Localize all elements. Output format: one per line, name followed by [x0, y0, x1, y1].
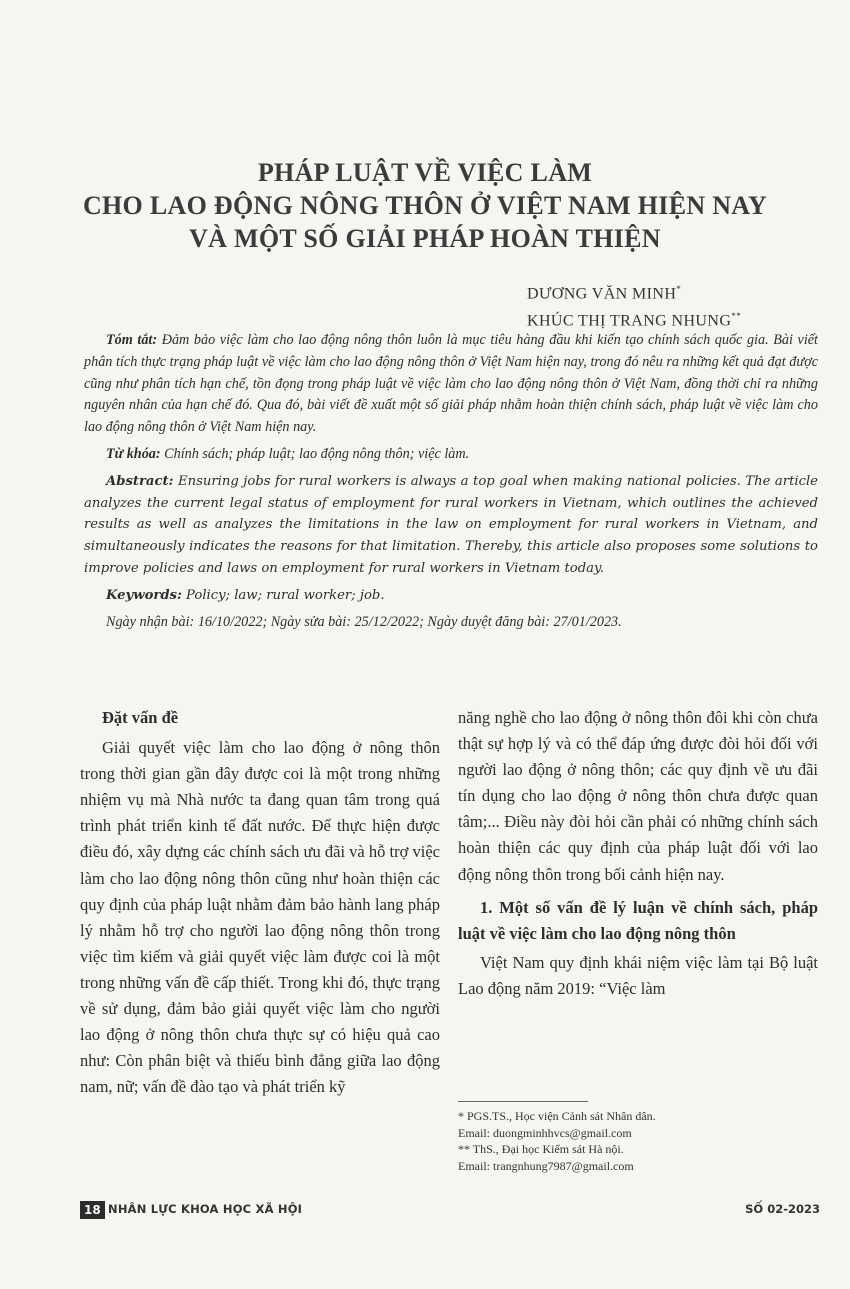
section-1-paragraph: Việt Nam quy định khái niệm việc làm tại Bộ luật Lao động năm 2019: “Việc làm — [458, 952, 818, 998]
journal-name: NHÂN LỰC KHOA HỌC XÃ HỘI — [108, 1202, 303, 1216]
en-abstract — [84, 471, 818, 580]
footnote-line: Email: duongminhhvcs@gmail.com — [458, 1125, 632, 1140]
page-number: 18 — [80, 1201, 105, 1219]
article-dates: Ngày nhận bài: 16/10/2022; Ngày sửa bài: 25/12/2022; Ngày duyệt đăng bài: 27/01/2023. — [106, 613, 622, 630]
author-name: DƯƠNG VĂN MINH — [527, 285, 677, 303]
vi-abstract-text: Đảm bảo việc làm cho lao động nông thôn luôn là mục tiêu hàng đầu khi kiến tạo chính sách quốc gia. Bài viết phân tích thực trạng pháp luật về việc làm cho lao động nông thôn ở Việt Nam hiện nay, trong đó nêu ra những kết quả đạt được cũng như phân tích hạn chế, tồn đọng trong pháp luật về việc làm cho lao động nông thôn ở Việt Nam, đồng thời chỉ ra những nguyên nhân của hạn chế đó. Qua đó, bài viết đề xuất một số giải pháp nhằm hoàn thiện chính sách, pháp luật về việc làm cho lao động nông thôn ở Việt Nam hiện nay. — [84, 332, 818, 436]
body-column-left — [80, 705, 440, 1100]
footnote-line: ** ThS., Đại học Kiểm sát Hà nội. — [458, 1142, 624, 1156]
en-keywords — [84, 585, 818, 607]
title-line: PHÁP LUẬT VỀ VIỆC LÀM — [257, 158, 593, 187]
footnotes — [458, 1108, 818, 1174]
article-title — [60, 156, 790, 255]
footnote-line: Email: trangnhung7987@gmail.com — [458, 1158, 634, 1173]
title-line: VÀ MỘT SỐ GIẢI PHÁP HOÀN THIỆN — [189, 224, 661, 253]
author-2 — [527, 305, 741, 332]
author-mark: ** — [731, 311, 742, 322]
intro-heading: Đặt vấn đề — [102, 708, 179, 727]
title-line: CHO LAO ĐỘNG NÔNG THÔN Ở VIỆT NAM HIỆN NAY — [82, 191, 768, 220]
body-column-right — [458, 705, 818, 1002]
page-footer — [80, 1198, 820, 1224]
vi-keywords-label: Từ khóa: — [106, 445, 161, 462]
vi-keywords-text: Chính sách; pháp luật; lao động nông thôn; việc làm. — [160, 445, 470, 462]
intro-paragraph: Giải quyết việc làm cho lao động ở nông thôn trong thời gian gần đây được coi là một trong những nhiệm vụ mà Nhà nước ta đang quan tâm trong quá trình phát triển kinh tế đất nước. Để thực hiện được điều đó, xây dựng các chính sách ưu đãi và hỗ trợ việc làm cho lao động nông thôn cũng như hoàn thiện các quy định của pháp luật nhằm đảm bảo hành lang pháp lý nhằm hỗ trợ cho người lao động nông thôn trong việc tìm kiếm và giải quyết việc làm được coi là một trong những vấn đề cấp thiết. Trong khi đó, thực trạng về sử dụng, đảm bảo giải quyết việc làm cho người lao động ở nông thôn chưa thực sự có hiệu quả cao như: Còn phân biệt và thiếu bình đẳng giữa lao động nam, nữ; vấn đề đào tạo và phát triển kỹ — [80, 738, 440, 1097]
vi-keywords — [84, 444, 818, 466]
issue-number: SỐ 02-2023 — [745, 1202, 820, 1216]
author-mark: * — [676, 284, 682, 294]
author-1 — [527, 278, 741, 305]
author-name: KHÚC THỊ TRANG NHUNG — [527, 312, 732, 330]
section-1-heading: 1. Một số vấn đề lý luận về chính sách, pháp luật về việc làm cho lao động nông thôn — [458, 897, 818, 943]
vi-abstract-label: Tóm tắt: — [106, 332, 158, 348]
en-keywords-text: Policy; law; rural worker; job. — [181, 587, 385, 603]
vi-abstract — [84, 330, 818, 439]
footnote-line: * PGS.TS., Học viện Cảnh sát Nhân dân. — [458, 1109, 656, 1123]
en-abstract-text: Ensuring jobs for rural workers is always a top goal when making national policies. The article analyzes the current legal status of employment for rural workers in Vietnam, which outlines the achieved results as well as analyzes the limitations in the law on employment for rural workers in Vietnam, and simultaneously indicates the reasons for that limitation. Thereby, this article also proposes some solutions to improve policies and laws on employment for rural workers in Vietnam today. — [84, 473, 818, 576]
intro-paragraph-continued: năng nghề cho lao động ở nông thôn đôi khi còn chưa thật sự hợp lý và có thể đáp ứng được đòi hỏi đối với người lao động ở nông thôn; các quy định về ưu đãi tín dụng cho lao động ở nông thôn chưa được quan tâm;... Điều này đòi hỏi cần phải có những chính sách hoàn thiện các quy định của pháp luật đối với lao động nông thôn trong bối cảnh hiện nay. — [458, 708, 818, 884]
en-abstract-label: Abstract: — [106, 473, 174, 489]
footnote-divider — [458, 1101, 588, 1102]
en-keywords-label: Keywords: — [106, 587, 182, 603]
author-list — [527, 278, 741, 333]
abstract-block — [84, 330, 818, 633]
